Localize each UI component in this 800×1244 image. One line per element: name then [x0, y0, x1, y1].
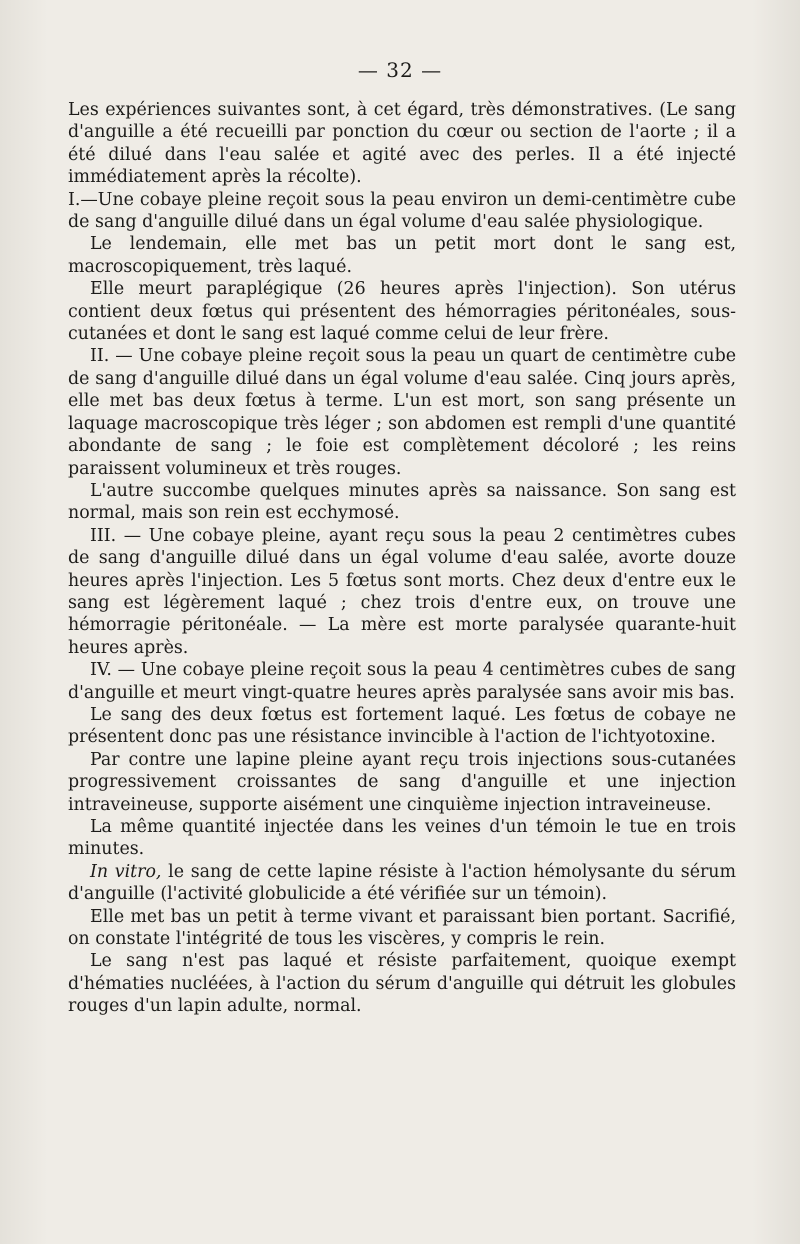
paragraph-control: La même quantité injectée dans les veines d'un témoin le tue en trois minutes.: [68, 817, 736, 860]
paragraph-next-day: Le lendemain, elle met bas un petit mort dont le sang est, macroscopiquement, très laqué.: [68, 234, 736, 277]
paragraph-experiment-3: III. — Une cobaye pleine, ayant reçu sous la peau 2 centimètres cubes de sang d'anguille dilué dans un égal volume d'eau salée, avorte douze heures après l'injection. Les 5 fœtus sont morts. Chez deux d'entre eux le sang est légèrement laqué ; chez trois d'entre eux, on trouve une hémorragie péritonéale. — La mère est morte paralysée quarante-huit heures après.: [68, 525, 736, 658]
paragraph-experiment-2: II. — Une cobaye pleine reçoit sous la peau un quart de centimètre cube de sang d'anguille dilué dans un égal volume d'eau salée. Cinq jours après, elle met bas deux fœtus à terme. L'un est mort, son sang présente un laquage macroscopique très léger ; son abdomen est rempli d'une quantité abondante de sang ; le foie est complètement décoloré ; les reins paraissent volumineux et très rouges.: [68, 346, 736, 479]
paragraph-fetus-blood: Le sang des deux fœtus est fortement laqué. Les fœtus de cobaye ne présentent donc pas une résistance invincible à l'action de l'ichtyotoxine.: [68, 704, 736, 748]
body-text: [68, 99, 736, 1018]
paragraph-in-vitro: [68, 861, 736, 906]
page-number: — 32 —: [357, 58, 443, 82]
paragraph-conclusion: Le sang n'est pas laqué et résiste parfaitement, quoique exempt d'hématies nucléées, à l'action du sérum d'anguille qui détruit les globules rouges d'un lapin adulte, normal.: [68, 951, 736, 1017]
in-vitro-label: In vitro,: [90, 861, 162, 882]
paragraph-experiment-1: I.—Une cobaye pleine reçoit sous la peau environ un demi-centimètre cube de sang d'anguille dilué dans un égal volume d'eau salée physiologique.: [68, 189, 736, 233]
paragraph-other-fetus: L'autre succombe quelques minutes après sa naissance. Son sang est normal, mais son rein est ecchymosé.: [68, 480, 736, 524]
paragraph-rabbit: Par contre une lapine pleine ayant reçu trois injections sous-cutanées progressivement croissantes de sang d'anguille et une injection intraveineuse, supporte aisément une cinquième injection intraveineuse.: [68, 749, 736, 815]
paragraph-birth: Elle met bas un petit à terme vivant et paraissant bien portant. Sacrifié, on constate l'intégrité de tous les viscères, y compris le rein.: [68, 906, 736, 950]
paragraph-experiment-4: IV. — Une cobaye pleine reçoit sous la peau 4 centimètres cubes de sang d'anguille et meurt vingt-quatre heures après paralysée sans avoir mis bas.: [68, 660, 736, 703]
paragraph-death-1: Elle meurt paraplégique (26 heures après l'injection). Son utérus contient deux fœtus qui présentent des hémorragies péritonéales, sous-cutanées et dont le sang est laqué comme celui de leur frère.: [68, 279, 736, 345]
paragraph-intro: Les expériences suivantes sont, à cet égard, très démonstratives. (Le sang d'anguille a été recueilli par ponction du cœur ou section de l'aorte ; il a été dilué dans l'eau salée et agité avec des perles. Il a été injecté immédiatement après la récolte).: [68, 100, 736, 188]
in-vitro-text: le sang de cette lapine résiste à l'action hémolysante du sérum d'anguille (l'activité globulicide a été vérifiée sur un témoin).: [68, 861, 736, 905]
